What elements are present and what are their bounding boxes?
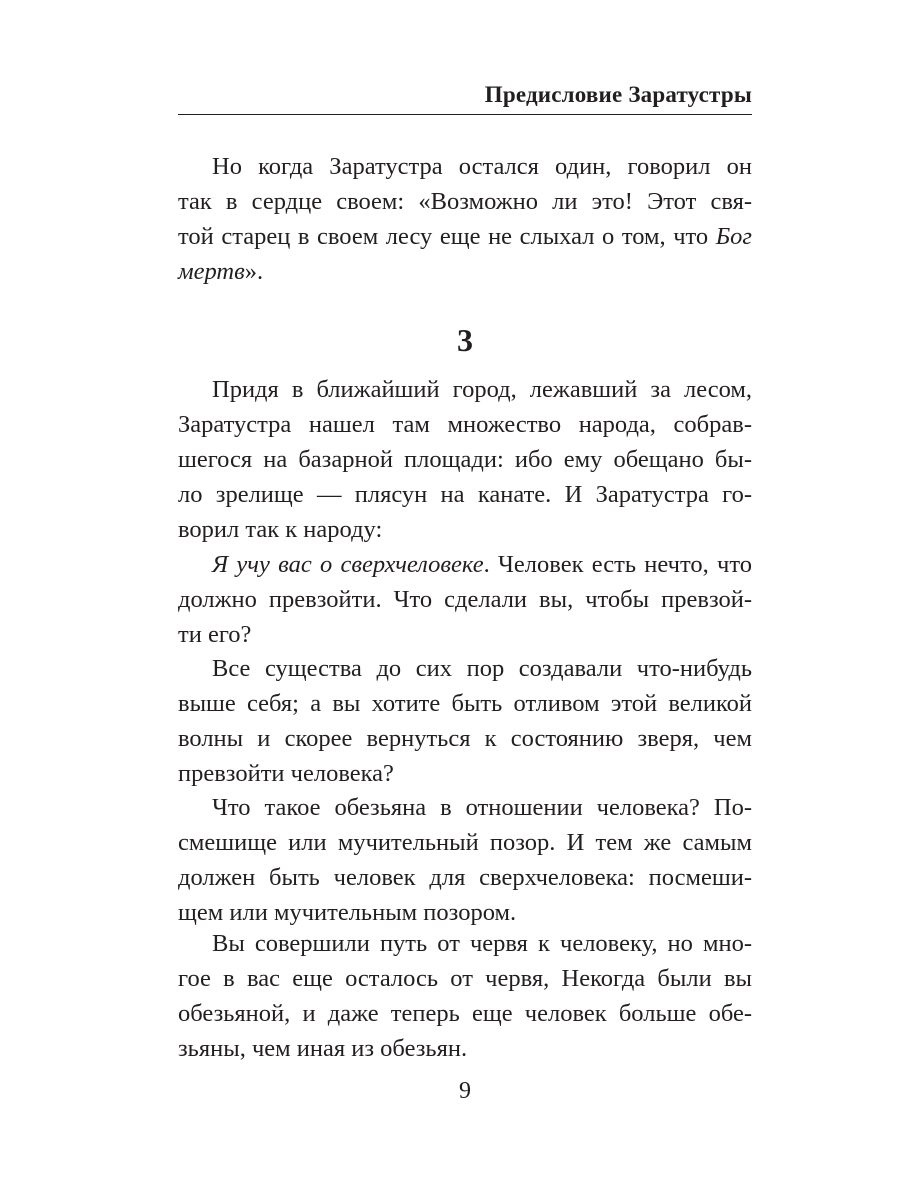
text-line: выше себя; а вы хотите быть отливом этой великой bbox=[178, 690, 752, 717]
text-run: той старец в своем лесу еще не слыхал о том, что bbox=[178, 223, 716, 250]
text-line: щем или мучительным позором. bbox=[178, 899, 517, 926]
text-line bbox=[178, 255, 752, 289]
text-line: Но когда Заратустра остался один, говорил он bbox=[212, 153, 752, 180]
text-line: Придя в ближайший город, лежавший за лесом, bbox=[212, 376, 752, 403]
text-line: шегося на базарной площади: ибо ему обещано бы- bbox=[178, 446, 752, 473]
text-run: ». bbox=[244, 258, 264, 285]
emphasis-text: Бог bbox=[715, 223, 752, 250]
text-line: должен быть человек для сверхчеловека: посмеши- bbox=[178, 864, 752, 891]
page-number: 9 bbox=[459, 1078, 471, 1104]
running-header bbox=[178, 80, 752, 115]
text-line: превзойти человека? bbox=[178, 760, 394, 787]
text-line: обезьяной, и даже теперь еще человек больше обе- bbox=[178, 1000, 752, 1027]
text-run: . Человек есть нечто, что bbox=[483, 551, 752, 578]
text-line bbox=[212, 548, 752, 582]
text-line: волны и скорее вернуться к состоянию зверя, чем bbox=[178, 725, 752, 752]
text-line: Все существа до сих пор создавали что-нибудь bbox=[212, 655, 752, 682]
text-line: Что такое обезьяна в отношении человека? По- bbox=[212, 794, 752, 821]
text-line: так в сердце своем: «Возможно ли это! Этот свя- bbox=[178, 188, 752, 215]
text-line: гое в вас еще осталось от червя, Некогда были вы bbox=[178, 965, 752, 992]
section-number: 3 bbox=[457, 322, 473, 358]
text-line: зьяны, чем иная из обезьян. bbox=[178, 1035, 468, 1062]
text-line: смешище или мучительный позор. И тем же самым bbox=[178, 829, 752, 856]
emphasis-text: Я учу вас о сверхчеловеке bbox=[212, 551, 484, 578]
text-line: Заратустра нашел там множество народа, собрав- bbox=[178, 411, 752, 438]
text-line: ло зрелище — плясун на канате. И Заратустра го- bbox=[178, 481, 752, 508]
text-line: Вы совершили путь от червя к человеку, но мно- bbox=[212, 930, 752, 957]
running-title: Предисловие Заратустры bbox=[484, 82, 752, 107]
text-line: ворил так к народу: bbox=[178, 516, 383, 543]
emphasis-text: мертв bbox=[178, 258, 245, 285]
text-line bbox=[178, 220, 752, 254]
text-line: должно превзойти. Что сделали вы, чтобы превзой- bbox=[178, 586, 752, 613]
text-line: ти его? bbox=[178, 621, 252, 648]
